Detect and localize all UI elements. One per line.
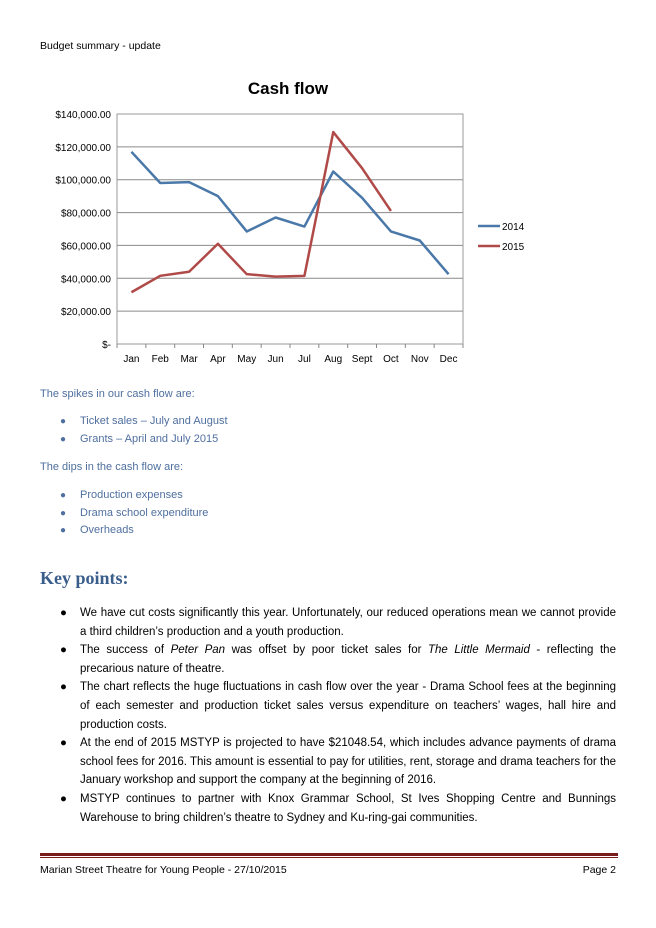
x-tick-label: Dec	[439, 354, 458, 365]
x-tick-label: Feb	[151, 354, 169, 365]
bullet-icon: ●	[60, 644, 67, 657]
x-tick-label: Jun	[267, 354, 284, 365]
list-item: ● Grants – April and July 2015	[40, 431, 228, 449]
legend-label: 2015	[502, 242, 525, 253]
key-points-title: Key points:	[40, 568, 129, 588]
show-title: Peter Pan	[170, 644, 226, 657]
x-tick-label: Apr	[210, 354, 226, 365]
footer-rule-thin	[40, 857, 618, 858]
x-tick-label: Nov	[410, 354, 429, 365]
x-tick-label: Aug	[324, 354, 343, 365]
x-tick-label: Oct	[383, 354, 399, 365]
chart-title: Cash flow	[247, 79, 329, 98]
x-tick-label: May	[237, 354, 257, 365]
list-item: ● At the end of 2015 MSTYP is projected to have $21048.54, which includes advance payments of drama school fees for 2016. This amount is essential to pay for utilities, rent, storage and drama teachers for the January workshop and support the company at the beginning of 2016.	[40, 734, 616, 790]
y-tick-label: $140,000.00	[55, 110, 111, 121]
x-tick-label: Mar	[180, 354, 198, 365]
bullet-icon: ●	[60, 737, 67, 750]
x-tick-label: Sept	[351, 354, 373, 365]
cash-flow-chart	[40, 72, 620, 372]
list-item: ● The success of Peter Pan was offset by poor ticket sales for The Little Mermaid - reflecting the precarious nature of theatre.	[40, 641, 616, 678]
list-item: ● The chart reflects the huge fluctuations in cash flow over the year - Drama School fees at the beginning of each semester and production ticket sales versus expenditure on teachers’ wages, hall hire and production costs.	[40, 678, 616, 734]
dips-list	[40, 487, 208, 540]
bullet-icon: ●	[60, 507, 67, 519]
y-tick-label: $60,000.00	[60, 241, 111, 253]
footer-text: Marian Street Theatre for Young People - 27/10/2015	[40, 864, 287, 876]
x-tick-label: Jul	[298, 354, 311, 365]
x-tick-label: Jan	[123, 354, 140, 365]
bullet-icon: ●	[60, 525, 67, 536]
list-item: ● MSTYP continues to partner with Knox Grammar School, St Ives Shopping Centre and Bunnings Warehouse to bring children’s theatre to Sydney and Ku-ring-gai communities.	[40, 790, 616, 827]
list-item: ● Ticket sales – July and August	[40, 413, 228, 431]
spikes-list	[40, 413, 228, 448]
legend-label: 2014	[502, 222, 525, 233]
page-number: Page 2	[582, 864, 616, 876]
spikes-heading: The spikes in our cash flow are:	[40, 388, 195, 400]
bullet-icon: ●	[60, 681, 67, 694]
y-tick-label: $100,000.00	[55, 175, 111, 187]
list-item: ● Drama school expenditure	[40, 505, 208, 523]
dips-heading: The dips in the cash flow are:	[40, 461, 184, 473]
document-header: Budget summary - update	[40, 40, 161, 52]
y-tick-label: $40,000.00	[60, 274, 111, 286]
list-item: ● Production expenses	[40, 487, 208, 505]
list-item: ● Overheads	[40, 522, 208, 540]
y-tick-label: $80,000.00	[60, 208, 111, 220]
y-tick-label: $20,000.00	[60, 307, 111, 319]
bullet-icon: ●	[60, 607, 67, 619]
bullet-icon: ●	[60, 792, 67, 805]
y-tick-label: $120,000.00	[55, 142, 111, 154]
plot-area	[117, 114, 463, 344]
bullet-icon: ●	[60, 416, 67, 427]
list-item: ● We have cut costs significantly this year. Unfortunately, our reduced operations mean we cannot provide a third children’s production and a youth production.	[40, 604, 616, 641]
key-points-list	[40, 604, 616, 827]
footer-rule	[40, 853, 618, 856]
show-title: The Little Mermaid	[427, 644, 530, 657]
y-tick-label: $-	[102, 340, 111, 351]
bullet-icon: ●	[60, 433, 67, 445]
bullet-icon: ●	[60, 490, 67, 501]
